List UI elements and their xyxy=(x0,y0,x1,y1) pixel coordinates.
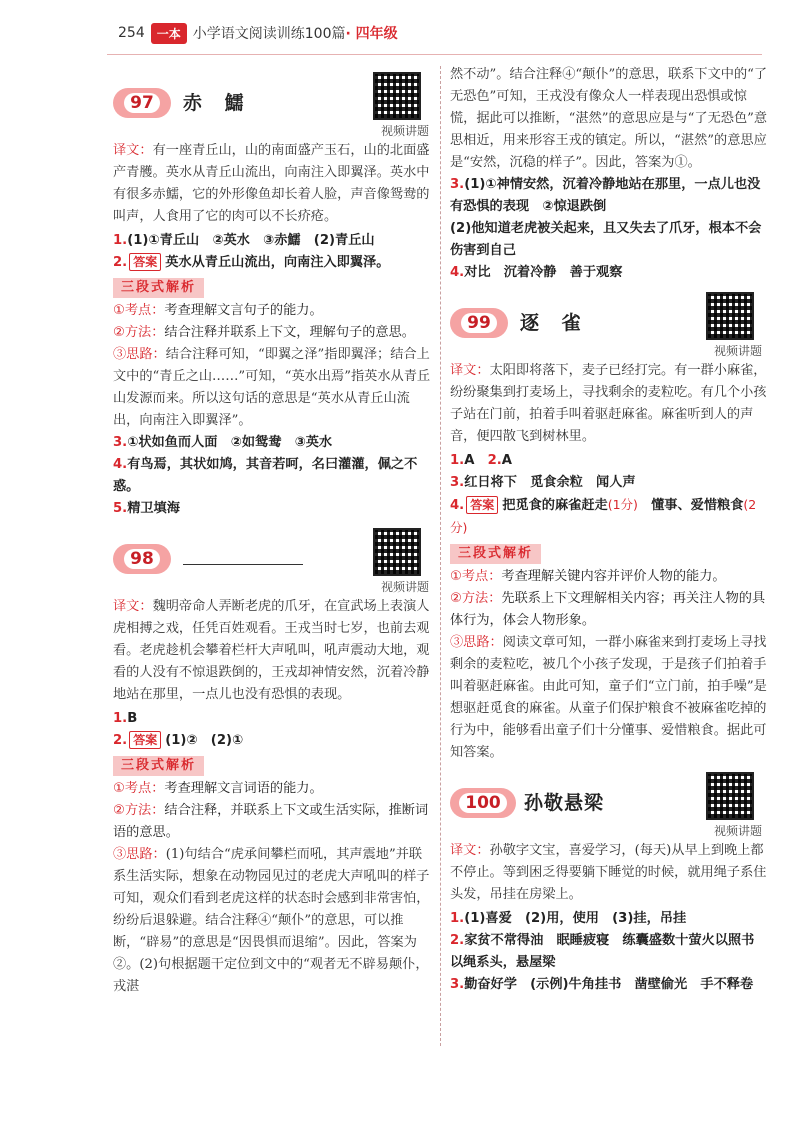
chapter-97-header xyxy=(113,70,435,140)
answer-4: 4.有鸟焉，其状如鸠，其音若呵，名曰灌灌，佩之不惑。 xyxy=(113,457,418,494)
right-column xyxy=(450,64,768,996)
answer-3: 3.(1)①神情安然，沉着冷静地站在那里，一点儿也没有恐惧的表现 ②惊退跌倒 xyxy=(450,177,761,214)
page-header xyxy=(118,20,398,46)
answer-5: 5.精卫填海 xyxy=(113,501,180,516)
analysis-thinking: ③思路：阅读文章可知，一群小麻雀来到打麦场上寻找剩余的麦粒吃，被几个小孩子发现，于是孩子们拍着手叫着驱赶麻雀。由此可知，童子们“立门前，拍手噪”是想驱赶觅食的麻雀。从童子们保护粮食不被麻雀吃掉的行为中，能够看出童子们十分懂事、爱惜粮食。据此可知答案。 xyxy=(450,635,767,760)
answer-1: 1.(1)①青丘山 ②英水 ③赤鱬 (2)青丘山 xyxy=(113,233,375,248)
analysis-thinking: ③思路：(1)句结合“虎承间攀栏而吼，其声震地”并联系生活实际，想象在动物园见过的老虎大声吼叫的样子可知，观众们看到老虎这样的状态时会感到非常害怕，纷纷后退躲避。结合注释④“颠仆”的意思，可以推断，“辟易”的意思是“因畏惧而退缩”。因此，答案为②。(2)句根据题干定位到文中的“观者无不辟易颠仆，戎湛 xyxy=(113,847,430,994)
analysis-point: ①考点：考查理解文言句子的能力。 xyxy=(113,303,323,318)
video-explain-label[interactable]: 视频讲题 xyxy=(380,580,429,594)
translation: 译文：有一座青丘山，山的南面盛产玉石，山的北面盛产青雘。英水从青丘山流出，向南注入即翼泽。英水中有很多赤鱬，它的外形像鱼却长着人脸，声音像鸳鸯的叫声，人食用了它的肉可以不长疥疮。 xyxy=(113,143,430,224)
title-blank-line xyxy=(183,564,303,565)
book-title: 小学语文阅读训练100篇 xyxy=(192,26,346,42)
analysis-tag: 三段式解析 xyxy=(113,278,204,298)
answer-tag: 答案 xyxy=(129,253,161,271)
analysis-tag: 三段式解析 xyxy=(113,756,204,776)
qr-code-icon[interactable] xyxy=(373,528,421,576)
answer-1: 1.(1)喜爱 (2)用，使用 (3)挂，吊挂 xyxy=(450,911,687,926)
column-divider xyxy=(440,66,441,1046)
analysis-point: ①考点：考查理解文言词语的能力。 xyxy=(113,781,323,796)
video-explain-label[interactable]: 视频讲题 xyxy=(713,344,762,358)
analysis-thinking: ③思路：结合注释可知，“即翼之泽”指即翼泽；结合上文中的“青丘之山……”可知，“英水出焉”指英水从青丘山发源而来。所以这句话的意思是“英水从青丘山流出，向南注入即翼泽”。 xyxy=(113,347,431,428)
qr-code-icon[interactable] xyxy=(706,292,754,340)
qr-code-icon[interactable] xyxy=(373,72,421,120)
translation: 译文：魏明帝命人弄断老虎的爪牙，在宣武场上表演人虎相搏之戏，任凭百姓观看。王戎当时七岁，也前去观看。老虎趁机会攀着栏杆大声吼叫，吼声震动大地，观看的人没有不惊退跌倒的，王戎却神情安然，沉着冷静地站在那里，一点儿也没有恐惧的表现。 xyxy=(113,599,430,702)
answer-tag: 答案 xyxy=(466,496,498,514)
chapter-title: 赤 鱬 xyxy=(183,92,252,114)
chapter-99-header xyxy=(450,290,768,360)
brand-logo: 一本 xyxy=(151,23,187,44)
analysis-method: ②方法：结合注释，并联系上下文或生活实际，推断词语的意思。 xyxy=(113,803,429,840)
answer-3-part-2: (2)他知道老虎被关起来，且又失去了爪牙，根本不会伤害到自己 xyxy=(450,221,762,258)
qr-code-icon[interactable] xyxy=(706,772,754,820)
video-explain-label[interactable]: 视频讲题 xyxy=(380,124,429,138)
chapter-100-header xyxy=(450,770,768,840)
answer-tag: 答案 xyxy=(129,731,161,749)
answer-3: 3.①状如鱼而人面 ②如鸳鸯 ③英水 xyxy=(113,435,333,450)
chapter-98-header xyxy=(113,526,435,596)
chapter-title: 逐 雀 xyxy=(520,312,589,334)
answer-4: 4. 答案 把觅食的麻雀赶走(1分) 懂事、爱惜粮食(2分) xyxy=(450,497,757,535)
analysis-thinking-continued: 然不动”。结合注释④“颠仆”的意思，联系下文中的“了无恐色”可知，王戎没有像众人一样表现出恐惧或惊慌，据此可以推断，“湛然”的意思应是与“了无恐色”意思相近，用来形容王戎的镇定。所以，“湛然”的意思应是“安然，沉稳的样子”。因此，答案为①。 xyxy=(450,67,768,170)
analysis-method: ②方法：结合注释并联系上下文，理解句子的意思。 xyxy=(113,325,415,340)
analysis-point: ①考点：考查理解关键内容并评价人物的能力。 xyxy=(450,569,726,584)
answer-3: 3.勤奋好学 (示例)牛角挂书 凿壁偷光 手不释卷 xyxy=(450,977,754,992)
chapter-title: 孙敬悬梁 xyxy=(524,792,605,814)
analysis-tag: 三段式解析 xyxy=(450,544,541,564)
answer-2: 2. 答案 (1)② (2)① xyxy=(113,733,244,748)
answer-4: 4.对比 沉着冷静 善于观察 xyxy=(450,265,623,280)
page-number: 254 xyxy=(118,25,145,41)
header-divider xyxy=(107,54,762,55)
answer-2: 2. 答案 英水从青丘山流出，向南注入即翼泽。 xyxy=(113,255,390,270)
grade-label: · 四年级 xyxy=(345,26,398,42)
left-column xyxy=(113,64,435,998)
answer-3: 3.红日将下 觅食余粒 闻人声 xyxy=(450,475,636,490)
chapter-number-badge: 98 xyxy=(113,544,171,574)
chapter-number-badge: 97 xyxy=(113,88,171,118)
translation: 译文：孙敬字文宝，喜爱学习，(每天)从早上到晚上都不停止。等到困乏得要躺下睡觉的时候，就用绳子系住头发，吊挂在房梁上。 xyxy=(450,843,767,902)
chapter-number-badge: 99 xyxy=(450,308,508,338)
answer-1: 1.B xyxy=(113,711,138,726)
video-explain-label[interactable]: 视频讲题 xyxy=(713,824,762,838)
chapter-number-badge: 100 xyxy=(450,788,516,818)
analysis-method: ②方法：先联系上下文理解相关内容；再关注人物的具体行为，体会人物形象。 xyxy=(450,591,766,628)
answer-2: 2.家贫不常得油 眠睡疲寝 练囊盛数十萤火以照书 以绳系头，悬屋梁 xyxy=(450,933,768,970)
answer-1-2: 1.A 2.A xyxy=(450,453,512,468)
translation: 译文：太阳即将落下，麦子已经打完。有一群小麻雀，纷纷聚集到打麦场上，寻找剩余的麦粒吃。有几个小孩子站在门前，拍着手叫着驱赶麻雀。麻雀听到人的声音，便四散飞到树林里。 xyxy=(450,363,767,444)
